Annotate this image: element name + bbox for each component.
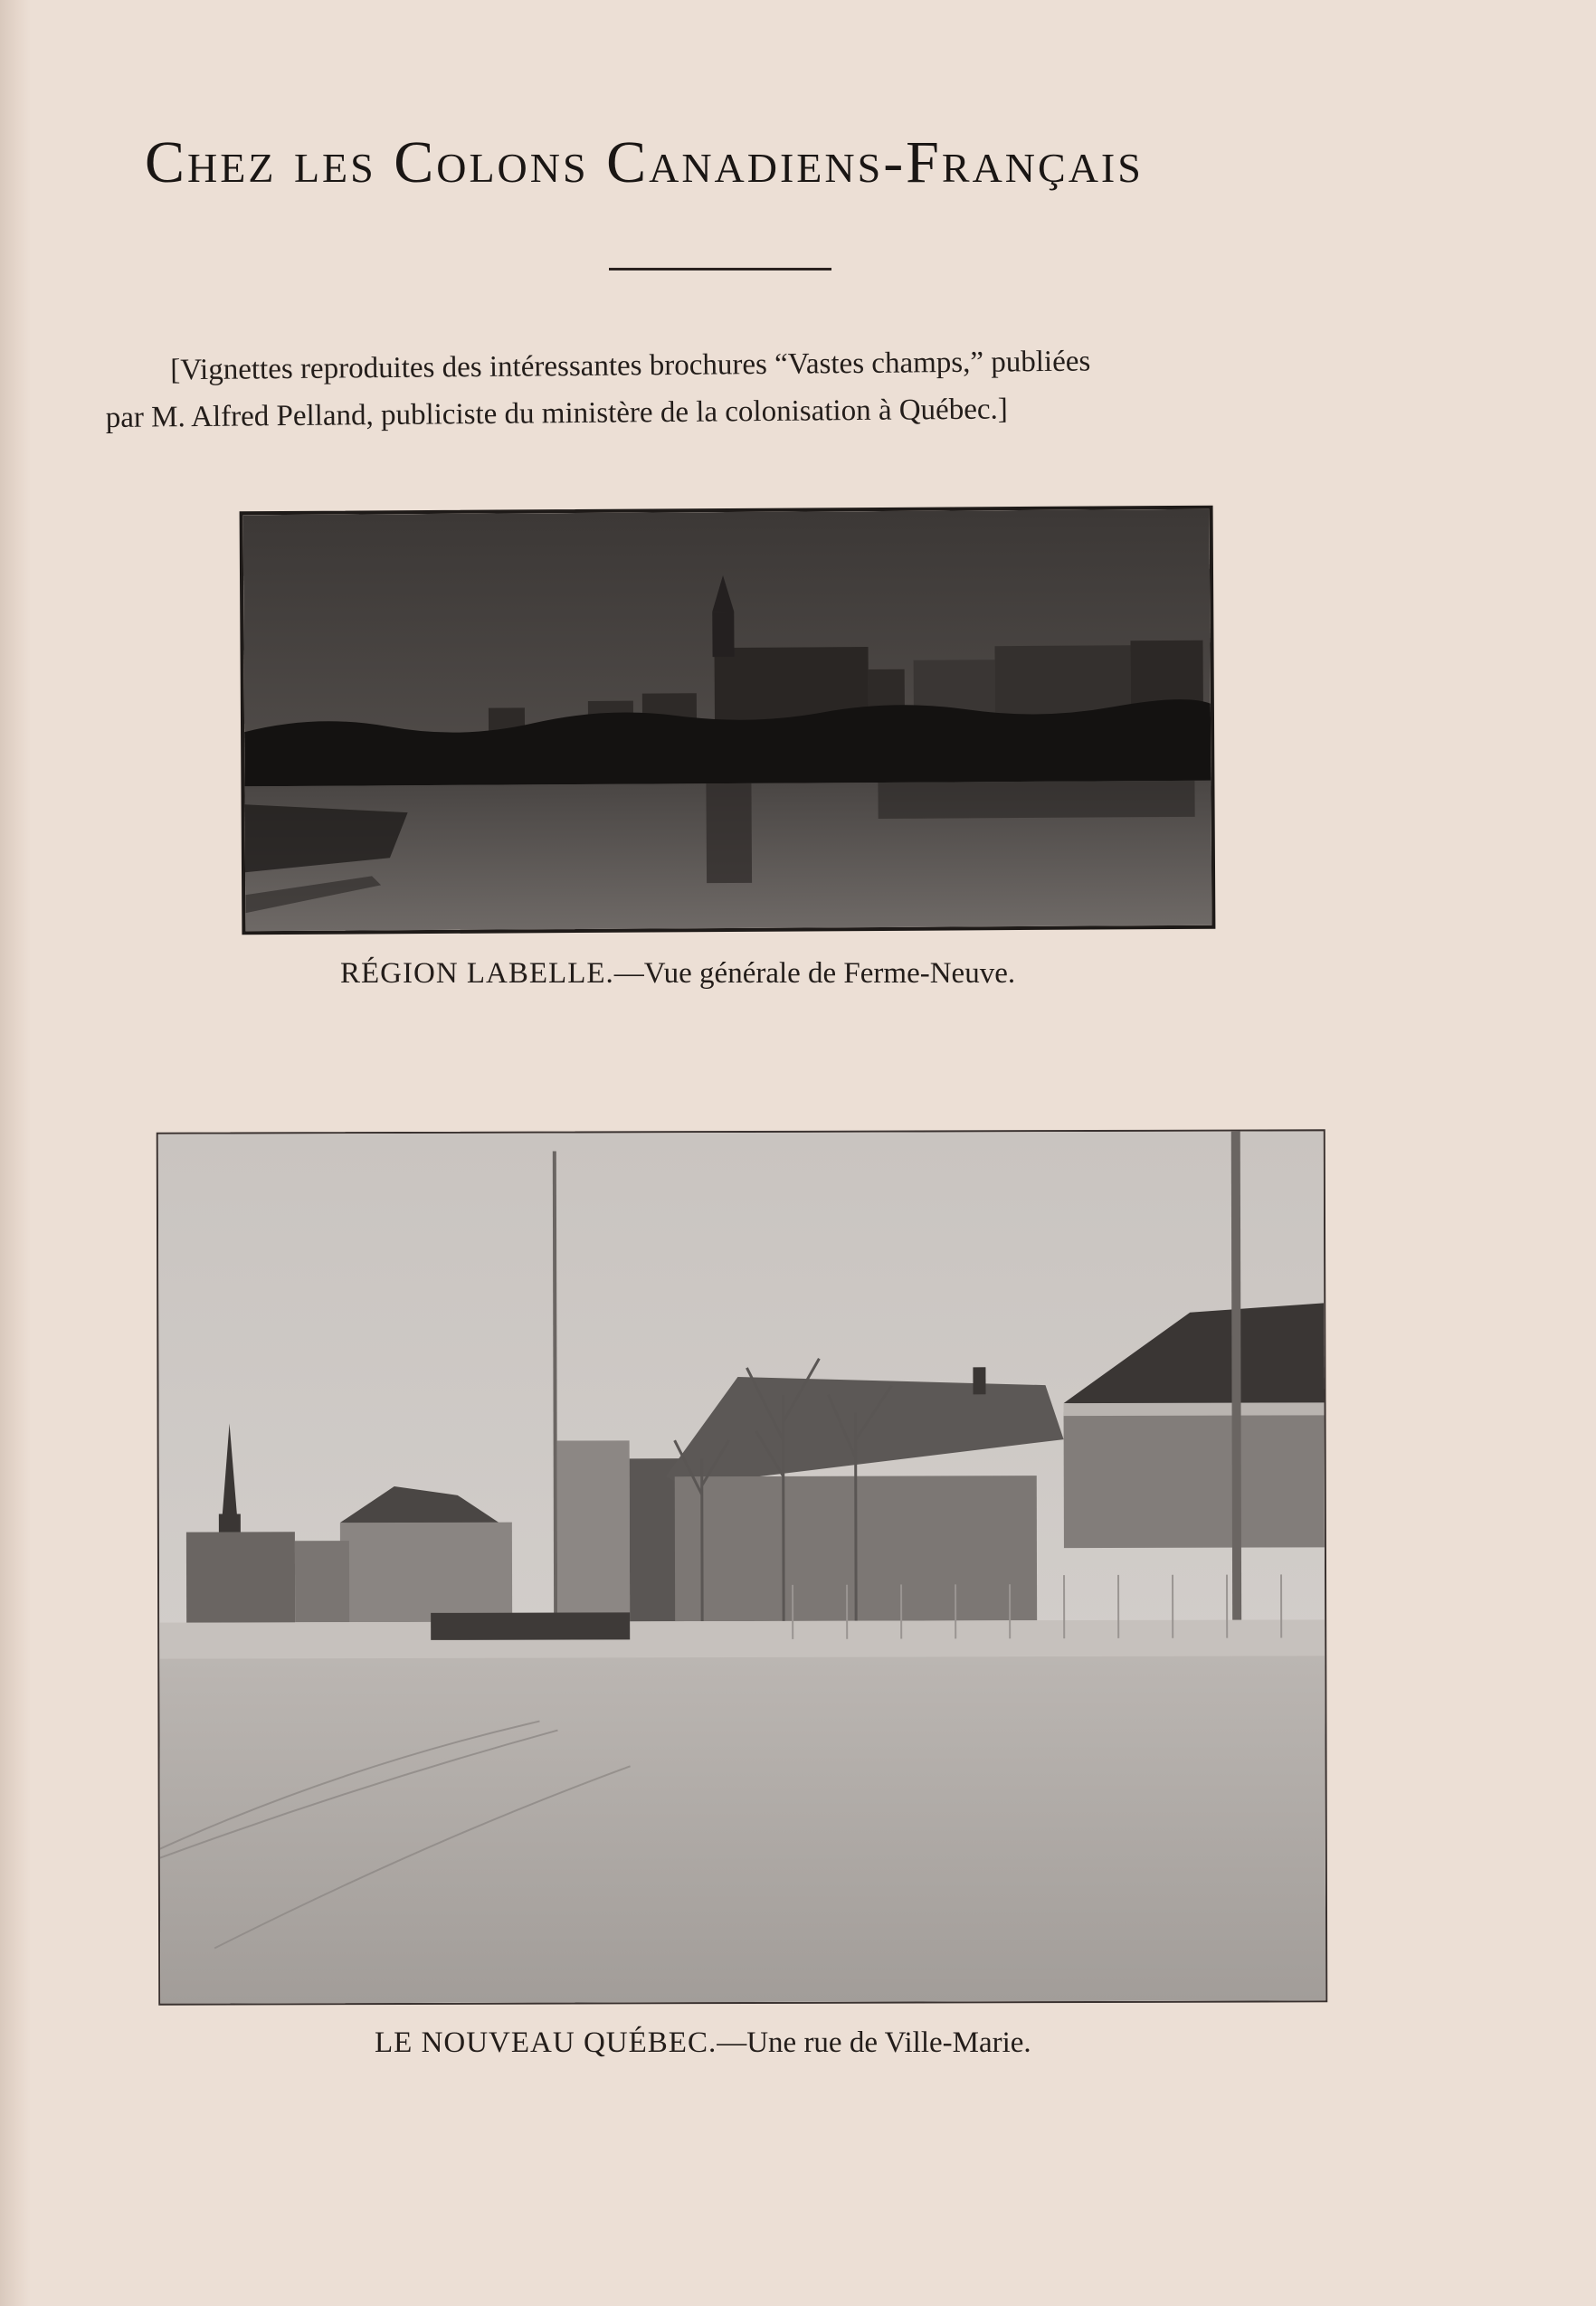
caption-ferme-neuve-text: —Vue générale de Ferme-Neuve.: [613, 957, 1016, 990]
photo-ville-marie: [157, 1129, 1328, 2005]
photo-ferme-neuve: [240, 506, 1216, 935]
intro-line-2: par M. Alfred Pelland, publiciste du ministère de la colonisation à Québec.]: [105, 393, 1008, 434]
photo-ferme-neuve-image: [243, 509, 1212, 932]
caption-ville-marie-region: LE NOUVEAU QUÉBEC.: [375, 2026, 717, 2059]
page-title: Chez les Colons Canadiens-Français: [145, 129, 1144, 195]
caption-ferme-neuve-region: RÉGION LABELLE.: [340, 957, 614, 990]
title-divider: [609, 268, 831, 270]
intro-paragraph: [105, 336, 1353, 441]
intro-line-1: [Vignettes reproduites des intéressantes brochures “Vastes champs,” publiées: [170, 345, 1091, 387]
page-gutter: [0, 0, 31, 2306]
caption-ferme-neuve: [340, 957, 1015, 991]
caption-ville-marie: [375, 2026, 1031, 2060]
photo-ville-marie-image: [158, 1131, 1326, 2003]
caption-ville-marie-text: —Une rue de Ville-Marie.: [717, 2026, 1031, 2059]
